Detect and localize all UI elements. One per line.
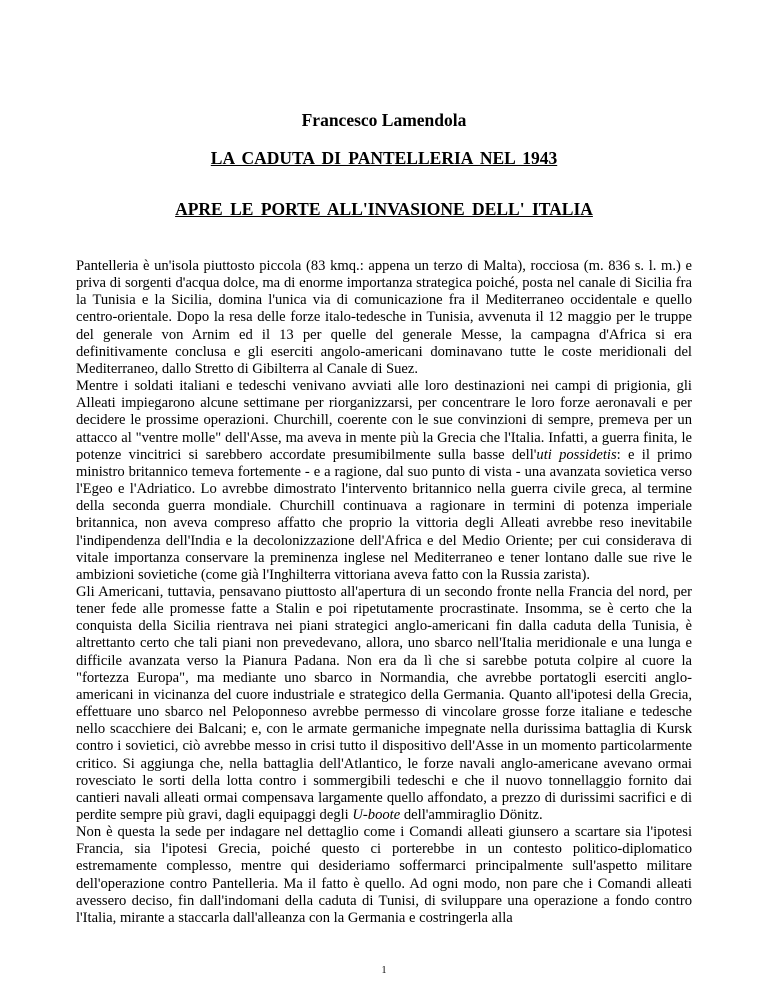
paragraph-2-text-b: : e il primo ministro britannico temeva fortemente - e a ragione, dal suo punto di vista - una avanzata sovietica verso l'Egeo e l'Adriatico. Lo avrebbe dimostrato l'intervento britannico nella guerra civile greca, al termine della seconda guerra mondiale. Churchill continuava a ragionare in termini di potenza imperiale britannica, non aveva compreso affatto che proprio la vittoria degli Alleati avrebbe reso inevitabile l'indipendenza dell'India e la decolonizzazione dell'Africa e del Medio Oriente; per cui considerava di vitale importanza conservare la preminenza inglese nel Mediterraneo e tener lontano dalle sue rive le ambizioni sovietiche (come già l'Inghilterra vittoriana aveva fatto con la Russia zarista).: [76, 446, 693, 583]
paragraph-3: [76, 584, 692, 824]
title-line-2: APRE LE PORTE ALL'INVASIONE DELL' ITALIA: [175, 199, 593, 219]
paragraph-3-text-b: dell'ammiraglio Dönitz.: [400, 807, 543, 823]
paragraph-3-text-a: Gli Americani, tuttavia, pensavano piuttosto all'apertura di un secondo fronte nella Francia del nord, per tener fede alle promesse fatte a Stalin e poi ripetutamente procrastinate. Insomma, se è certo che la conquista della Sicilia rientrava nei piani strategici anglo-americani fin dalla caduta della Tunisia, è altrettanto certo che tali piani non prevedevano, allora, uno sbarco nell'Italia meridionale e una lunga e difficile avanzata verso la Pianura Padana. Non era da lì che si sarebbe potuta colpire al cuore la "fortezza Europa", ma mediante uno sbarco in Normandia, che avrebbe portatogli eserciti anglo-americani in vicinanza del cuore industriale e strategico della Germania. Quanto all'ipotesi della Grecia, effettuare uno sbarco nel Peloponneso avrebbe permesso di vincolare grosse forze italiane e tedesche nello scacchiere dei Balcani; e, con le armate germaniche impegnate nella durissima battaglia di Kursk contro i sovietici, ciò avrebbe messo in crisi tutto il dispositivo dell'Asse in un momento particolarmente critico. Si aggiunga che, nella battaglia dell'Atlantico, le forze navali anglo-americane avevano ormai rovesciato le sorti della lotta contro i sommergibili tedeschi e che il nuovo tonnellaggio fornito dai cantieri navali alleati ormai compensava largamente quello affondato, a prezzo di durissimi sacrifici e di perdite sempre più gravi, dagli equipaggi degli: [76, 583, 692, 823]
u-boote-term: U-boote: [352, 807, 401, 823]
author-name: Francesco Lamendola: [301, 110, 467, 130]
paragraph-4: Non è questa la sede per indagare nel dettaglio come i Comandi alleati giunsero a scartare sia l'ipotesi Francia, sia l'ipotesi Grecia, poiché questo ci porterebbe in un contesto politico-diplomatico estremamente complesso, mentre qui desideriamo soffermarci principalmente sull'aspetto militare dell'operazione contro Pantelleria. Ma il fatto è quello. Ad ogni modo, non pare che i Comandi alleati avessero deciso, fin dall'indomani della caduta di Tunisi, di sviluppare una operazione a fondo contro l'Italia, mirante a staccarla dall'alleanza con la Germania e costringerla alla: [76, 824, 692, 926]
paragraph-1: Pantelleria è un'isola piuttosto piccola (83 kmq.: appena un terzo di Malta), rocciosa (m. 836 s. l. m.) e priva di sorgenti d'acqua dolce, ma di enorme importanza strategica poiché, posta nel canale di Sicilia fra la Tunisia e la Sicilia, domina l'unica via di comunicazione fra il Mediterraneo occidentale e quello centro-orientale. Dopo la resa delle forze italo-tedesche in Tunisia, avvenuta il 12 maggio per le truppe del generale von Arnim ed il 13 per quelle del generale Messe, la campagna d'Africa si era definitivamente conclusa e gli eserciti angolo-americani dominavano tutte le coste meridionali del Mediterraneo, dallo Stretto di Gibilterra al Canale di Suez.: [76, 258, 692, 377]
page-number: 1: [381, 965, 387, 976]
paragraph-2-text-a: Mentre i soldati italiani e tedeschi venivano avviati alle loro destinazioni nei campi di prigionia, gli Alleati impiegarono alcune settimane per riorganizzarsi, per concentrare le loro forze aeronavali e per decidere le prossime operazioni. Churchill, coerente con le sue convinzioni di sempre, premeva per un attacco al "ventre molle" dell'Asse, ma aveva in mente più la Grecia che l'Italia. Infatti, a guerra finita, le potenze vincitrici si sarebbero accordate presumibilmente sulla basse dell': [76, 378, 692, 463]
article-body: [76, 258, 692, 927]
latin-phrase: uti possidetis: [536, 446, 617, 463]
title-line-1: LA CADUTA DI PANTELLERIA NEL 1943: [210, 148, 558, 168]
paragraph-2: [76, 378, 692, 584]
